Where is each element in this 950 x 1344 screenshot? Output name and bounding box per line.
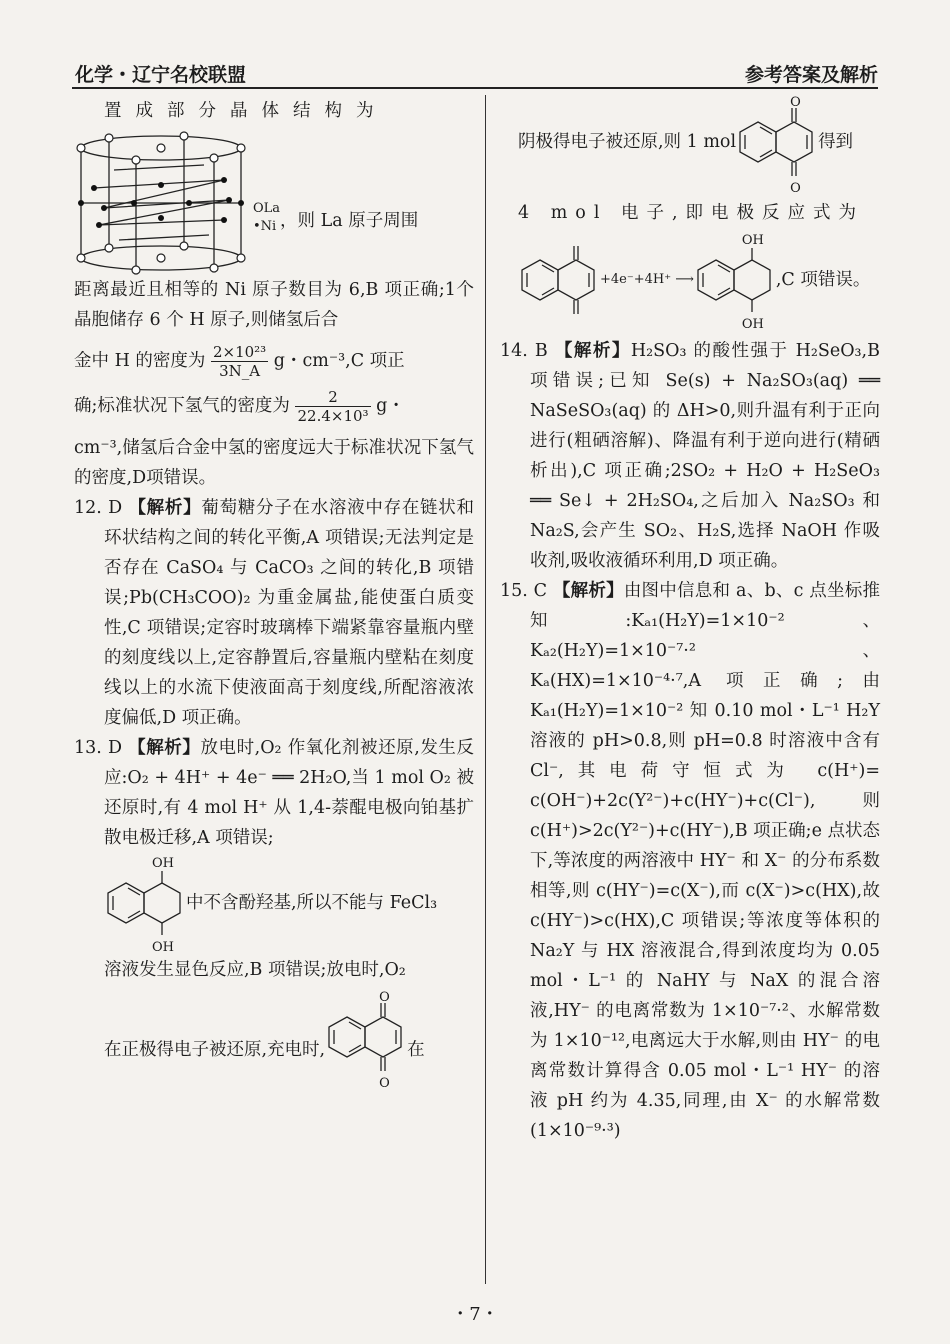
q12-label: 12. D — [74, 498, 123, 518]
product-oh-bottom: OH — [741, 317, 764, 332]
q14-label: 14. B — [500, 341, 548, 361]
electrode-line: 4 mol 电子,即电极反应式为 — [518, 203, 865, 223]
paragraph-d: cm⁻³,储氢后合金中氢的密度远大于标准状况下氢气的密度,D项错误。 — [74, 438, 474, 488]
density-fraction-numerator: 2×10²³ — [212, 343, 267, 361]
answer-13 — [74, 733, 474, 853]
header-section: 参考答案及解析 — [744, 64, 878, 86]
quinone-o-top-left: O — [379, 990, 390, 1005]
reduce-line — [500, 95, 880, 196]
crystal-structure-figure — [74, 130, 249, 275]
naphthoquinone-icon — [736, 96, 818, 188]
q14-text: H₂SO₃ 的酸性强于 H₂SeO₃,B 项错误;已知 Se(s) + Na₂SO₃(aq) ══ NaSeSO₃(aq) 的 ΔH>0,则升温有利于正向进行(粗硒溶解)、降温有利于逆向进行(精硒析出),C 项正确;2SO₂ + H₂O + H₂SeO₃ ══ Se↓ + 2H₂SO₄,之后加入 Na₂SO₃ 和 Na₂S,会产生 SO₂、H₂S,选择 NaOH 作吸收剂,吸收液循环利用,D 项正确。 — [530, 341, 880, 571]
q13-tag: 【解析】 — [128, 738, 201, 758]
answer-15 — [500, 576, 880, 1146]
right-column — [500, 96, 880, 1146]
intro-line: 置成部分晶体结构为 — [104, 101, 388, 121]
naphthoquinone-reactant-icon — [518, 234, 600, 326]
header-title: 化学・辽宁名校联盟 — [75, 64, 247, 86]
diol-oh-bottom: OH — [152, 940, 174, 955]
quinone-o-top-right: O — [790, 95, 801, 110]
density-suffix: g・cm⁻³,C 项正 — [273, 351, 405, 371]
diol-structure — [104, 856, 186, 955]
reduce-line-pre: 阴极得电子被还原,则 1 mol — [518, 132, 737, 152]
quinone-row-left — [74, 990, 474, 1091]
q13-line3-post: 在 — [407, 1040, 425, 1060]
answer-14 — [500, 336, 880, 576]
after-figure-text: ，则 La 原子周围 — [280, 210, 419, 231]
std-density-line — [74, 388, 474, 425]
legend-ni: •Ni — [253, 218, 277, 234]
column-divider — [485, 95, 486, 1284]
header-rule — [72, 87, 878, 89]
reduce-line-post: 得到 — [818, 132, 854, 152]
quinone-o-bottom-left: O — [379, 1076, 390, 1091]
q15-label: 15. C — [500, 581, 548, 601]
page-number: ・7・ — [451, 1304, 499, 1325]
q13-text: 放电时,O₂ 作氧化剂被还原,发生反应:O₂ + 4H⁺ + 4e⁻ ══ 2H₂O,当 1 mol O₂ 被还原时,有 4 mol H⁺ 从 1,4-萘醌电极向铂基扩散电极迁移,A 项错误; — [104, 738, 474, 848]
std-fraction — [295, 388, 370, 425]
std-suffix: g・ — [376, 396, 405, 416]
q13-after-structure: 中不含酚羟基,所以不能与 FeCl₃ — [186, 893, 438, 913]
density-prefix: 金中 H 的密度为 — [74, 351, 206, 371]
std-prefix: 确;标准状况下氢气的密度为 — [74, 396, 290, 416]
legend-la: OLa — [253, 200, 281, 216]
q13-line2: 溶液发生显色反应,B 项错误;放电时,O₂ — [104, 960, 406, 980]
product-oh-top: OH — [741, 233, 764, 248]
naphthoquinone-structure-right — [736, 95, 818, 196]
q13-label: 13. D — [74, 738, 122, 758]
density-fraction — [211, 343, 268, 380]
electrode-equation — [518, 233, 880, 332]
paragraph-b: 距离最近且相等的 Ni 原子数目为 6,B 项正确;1个晶胞储存 6 个 H 原子,则储氢后合 — [74, 280, 474, 330]
q12-text: 葡萄糖分子在水溶液中存在链状和环状结构之间的转化平衡,A 项错误;无法判定是否存在 CaSO₄ 与 CaCO₃ 之间的转化,B 项错误;Pb(CH₃COO)₂ 为重金属盐,能使蛋白质变性,C 项错误;定容时玻璃棒下端紧靠容量瓶内壁的刻度线以上,定容静置后,容量瓶内壁粘在刻度线以上的水流下使液面高于刻度线,所配溶液浓度偏低,D 项正确。 — [104, 498, 474, 728]
q14-tag: 【解析】 — [554, 341, 631, 361]
naphthoquinone-icon — [325, 991, 407, 1083]
crystal-legend — [253, 200, 280, 236]
crystal-figure-row — [74, 130, 474, 275]
naphthoquinone-structure-left — [325, 990, 407, 1091]
diol-oh-top: OH — [152, 856, 174, 871]
equation-plus: +4e⁻+4H⁺ ⟶ — [600, 272, 694, 287]
std-fraction-numerator: 2 — [295, 388, 370, 407]
answer-12 — [74, 493, 474, 733]
diol-structure-row — [74, 856, 474, 955]
q12-tag: 【解析】 — [128, 498, 202, 518]
q13-line3-pre: 在正极得电子被还原,充电时, — [104, 1040, 326, 1060]
equation-post: ,C 项错误。 — [775, 270, 871, 290]
q15-tag: 【解析】 — [552, 581, 624, 601]
q15-text: 由图中信息和 a、b、c 点坐标推知:Kₐ₁(H₂Y)=1×10⁻²、Kₐ₂(H₂Y)=1×10⁻⁷·²、Kₐ(HX)=1×10⁻⁴·⁷,A 项正确;由 Kₐ₁(H₂Y)=1×10⁻² 知 0.10 mol・L⁻¹ H₂Y 溶液的 pH>0.8,则 pH=0.8 时溶液中含有 Cl⁻,其电荷守恒式为 c(H⁺)= c(OH⁻)+2c(Y²⁻)+c(HY⁻)+c(Cl⁻),则 c(H⁺)>2c(Y²⁻)+c(HY⁻),B 项正确;e 点状态下,等浓度的两溶液中 HY⁻ 和 X⁻ 的分布系数相等,则 c(HY⁻)=c(X⁻),而 c(X⁻)>c(HX),故 c(HY⁻)>c(HX),C 项错误;等浓度等体积的 Na₂Y 与 HX 溶液混合,得到浓度均为 0.05 mol・L⁻¹ 的 NaHY 与 NaX 的混合溶液,HY⁻ 的电离常数为 1×10⁻⁷·²、水解常数为 1×10⁻¹²,电离远大于水解,则由 HY⁻ 的电离常数计算得含 0.05 mol・L⁻¹ HY⁻ 的溶液 pH 约为 4.35,同理,由 X⁻ 的水解常数(1×10⁻⁹·³) — [530, 581, 880, 1141]
density-line — [74, 343, 474, 380]
std-fraction-denominator: 22.4×10³ — [297, 407, 369, 425]
quinone-o-bottom-right: O — [790, 181, 801, 196]
left-column — [74, 96, 474, 1091]
density-fraction-denominator: 3N_A — [219, 362, 261, 380]
diol-product-structure — [694, 233, 776, 332]
